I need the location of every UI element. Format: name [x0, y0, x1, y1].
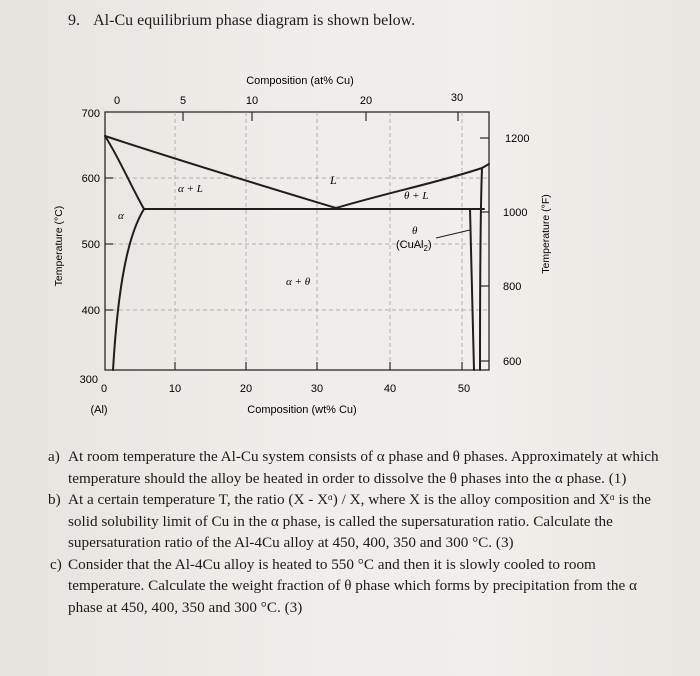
top-axis-title: Composition (at% Cu): [246, 75, 354, 87]
label-alpha-plus-liquid: α + L: [178, 183, 203, 195]
question-b-label: b): [48, 491, 61, 508]
bottom-tick-20: 20: [239, 383, 253, 395]
question-number: 9.: [68, 12, 80, 29]
right-tick-1000: 1000: [503, 207, 528, 219]
bottom-tick-0: 0: [100, 383, 108, 395]
phase-boundaries: [105, 136, 489, 370]
bottom-tick-40: 40: [383, 383, 397, 395]
question-c: [40, 554, 660, 619]
label-theta-formula: (CuAl$_2$): [396, 239, 432, 253]
question-title: Al-Cu equilibrium phase diagram is shown below.: [93, 12, 416, 29]
bottom-tick-30: 30: [310, 383, 324, 395]
top-tick-30: 30: [450, 92, 464, 104]
right-axis-title: Temperature (°F): [540, 194, 552, 274]
top-tick-5: 5: [179, 95, 187, 107]
bottom-tick-10: 10: [168, 383, 182, 395]
bottom-tick-50: 50: [457, 383, 471, 395]
right-tick-1200: 1200: [505, 133, 530, 145]
liquidus-right: [482, 164, 489, 168]
right-tick-600: 600: [503, 356, 522, 368]
label-theta-plus-liquid: θ + L: [404, 190, 429, 202]
left-tick-700: 700: [81, 108, 100, 120]
theta-right-boundary: [480, 168, 482, 370]
question-list: [40, 446, 660, 618]
phase-labels: [118, 173, 428, 288]
question-a-label: a): [48, 448, 60, 465]
question-a-text: At room temperature the Al-Cu system consists of α phase and θ phases. Approximately at which temperature should the alloy be heated in order to dissolve the θ phases into the α phase. (1): [68, 448, 659, 487]
left-tick-300: 300: [79, 374, 98, 386]
question-a: [40, 446, 660, 489]
left-tick-400: 400: [81, 305, 100, 317]
bottom-tick-labels: [101, 383, 470, 395]
question-b: [40, 489, 660, 554]
label-liquid: L: [330, 173, 337, 187]
label-theta: θ: [412, 225, 418, 237]
left-axis-title: Temperature (°C): [53, 205, 65, 287]
theta-left-boundary: [470, 209, 474, 370]
top-tick-10: 10: [245, 95, 259, 107]
theta-pointer: [436, 230, 470, 238]
solvus-line: [113, 209, 144, 370]
top-tick-20: 20: [359, 95, 373, 107]
left-tick-labels: [80, 108, 100, 386]
bottom-axis-title: Composition (wt% Cu): [247, 404, 357, 416]
left-tick-600: 600: [81, 173, 100, 185]
label-alpha-plus-theta: α + θ: [286, 276, 311, 288]
question-c-text: Consider that the Al-4Cu alloy is heated to 550 °C and then it is slowly cooled to room temperature. Calculate the weight fraction of θ phase which forms by precipitation from the α phase at 450, 400, 350 and 300 °C. (3): [68, 555, 637, 616]
right-tick-800: 800: [503, 281, 522, 293]
question-b-text: At a certain temperature T, the ratio (X - Xᵅ) / X, where X is the alloy composition and Xᵅ is the solid solubility limit of Cu in the α phase, is called the supersaturation ratio. Calculate the supersaturation ratio of the Al-4Cu alloy at 450, 400, 350 and 300 °C. (3): [68, 491, 651, 551]
left-tick-500: 500: [81, 239, 100, 251]
right-tick-labels: [503, 133, 529, 368]
label-alpha: α: [118, 210, 124, 222]
top-tick-0: 0: [113, 95, 121, 107]
question-c-label: c): [50, 555, 62, 573]
al-label: (Al): [90, 404, 108, 416]
top-tick-labels: [114, 92, 463, 107]
